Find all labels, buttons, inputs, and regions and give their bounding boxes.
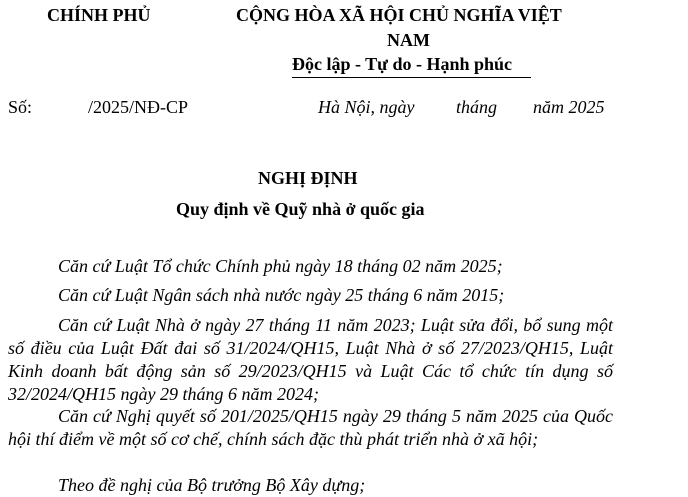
place-and-day: Hà Nội, ngày: [318, 97, 415, 117]
legal-basis-paragraph: Căn cứ Luật Nhà ở ngày 27 tháng 11 năm 2023; Luật sửa đổi, bổ sung một số điều của Luật Đất đai số 31/2024/QH15, Luật Nhà ở số 27/2023/QH15, Luật Kinh doanh bất động sản số 29/2023/QH15 và Luật Các tổ chức tín dụng số 32/2024/QH15 ngày 29 tháng 6 năm 2024;: [8, 315, 613, 404]
national-motto: Độc lập - Tự do - Hạnh phúc: [292, 54, 513, 74]
decree-title: NGHỊ ĐỊNH: [258, 168, 358, 188]
legal-basis-paragraph: Theo đề nghị của Bộ trưởng Bộ Xây dựng;: [58, 475, 366, 495]
document-number-label: Số:: [8, 97, 33, 117]
legal-basis-paragraph: Căn cứ Luật Tổ chức Chính phủ ngày 18 tháng 02 năm 2025;: [58, 256, 503, 276]
decree-subtitle: Quy định về Quỹ nhà ở quốc gia: [176, 199, 425, 219]
national-title-line2: NAM: [387, 30, 430, 50]
national-title-line1: CỘNG HÒA XÃ HỘI CHỦ NGHĨA VIỆT: [236, 5, 562, 25]
legal-basis-paragraph: Căn cứ Nghị quyết số 201/2025/QH15 ngày 29 tháng 5 năm 2025 của Quốc hội thí điểm về một số cơ chế, chính sách đặc thù phát triển nhà ở xã hội;: [8, 406, 613, 449]
motto-underline: [292, 77, 531, 78]
issuing-agency: CHÍNH PHỦ: [47, 5, 151, 25]
document-number: /2025/NĐ-CP: [88, 97, 189, 117]
date-month: tháng: [456, 97, 498, 117]
date-year: năm 2025: [533, 97, 605, 117]
legal-basis-paragraph: Căn cứ Luật Ngân sách nhà nước ngày 25 tháng 6 năm 2015;: [58, 285, 505, 305]
